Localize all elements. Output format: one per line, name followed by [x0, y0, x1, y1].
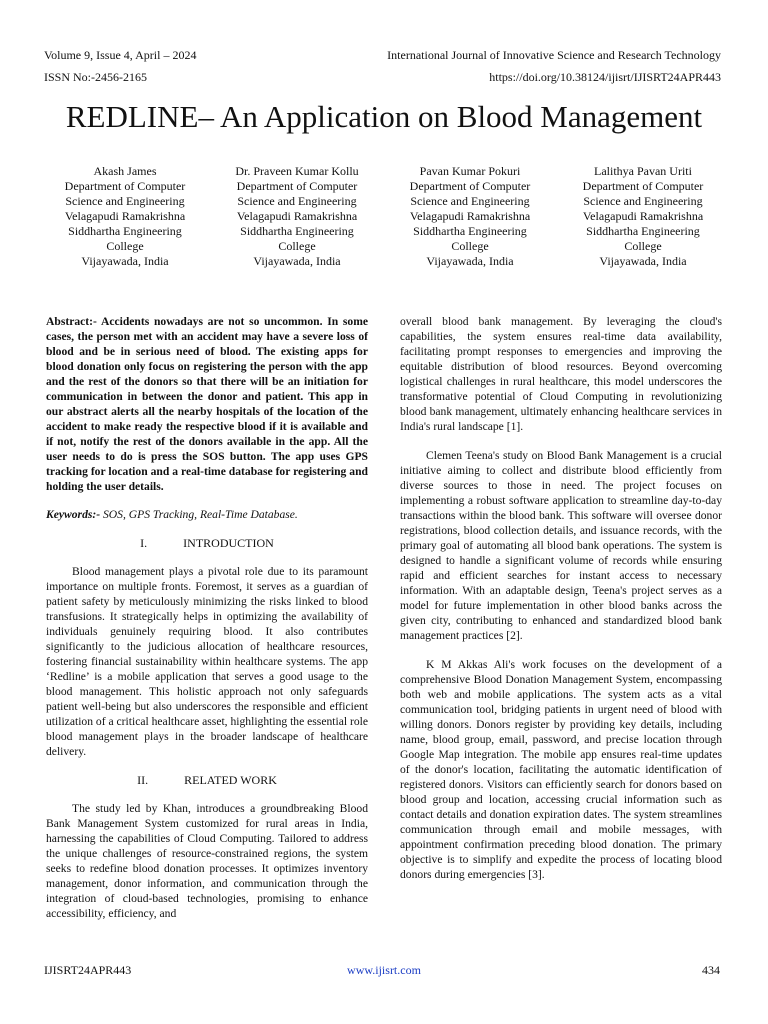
section-title: RELATED WORK — [184, 773, 277, 787]
header-volume: Volume 9, Issue 4, April – 2024 — [44, 48, 197, 62]
author-affiliation-line: Science and Engineering — [410, 194, 530, 208]
author-location: Vijayawada, India — [599, 254, 687, 268]
left-column — [46, 314, 368, 921]
header-issn: ISSN No:-2456-2165 — [44, 70, 148, 84]
author-affiliation-line: Science and Engineering — [65, 194, 185, 208]
section-heading-introduction — [46, 536, 368, 551]
author-affiliation-line: College — [451, 239, 489, 253]
author-affiliation-line: College — [278, 239, 316, 253]
section-number: I. — [140, 536, 148, 550]
section-title: INTRODUCTION — [183, 536, 274, 550]
author-block — [35, 164, 215, 269]
paper-title: REDLINE– An Application on Blood Management — [65, 99, 703, 134]
header-doi: https://doi.org/10.38124/ijisrt/IJISRT24APR443 — [489, 70, 721, 84]
author-affiliation-line: Velagapudi Ramakrishna — [409, 209, 531, 223]
author-name: Lalithya Pavan Uriti — [594, 164, 692, 178]
intro-paragraph: Blood management plays a pivotal role due to its paramount importance on multiple fronts. Foremost, it serves as a guardian of patient safety by meticulously minimizing the risks linked to blood transfusions. It strategically helps in optimizing the availability of individuals genuinely requiring blood. It also contributes significantly to the judicious allocation of healthcare resources, fostering financial sustainability within healthcare systems. The app ‘Redline’ is a mobile application that serves a good usage to the blood management. This holistic approach not only safeguards patient well-being but also underscores the responsible and efficient utilization of a critical healthcare asset, highlighting the essential role blood management plays in the broader landscape of healthcare delivery. — [46, 565, 368, 758]
section-heading-related-work — [46, 773, 368, 788]
author-affiliation-line: Siddhartha Engineering — [586, 224, 700, 238]
body-paragraph: overall blood bank management. By leveraging the cloud's capabilities, the system ensures real-time data availability, facilitating prompt responses to emergencies and improving the equitable distribution of blood resources. Beyond overcoming logistical challenges in rural healthcare, this model underscores the transformative potential of Cloud Computing in revolutionizing blood bank management, ultimately enhancing healthcare services in India's rural landscape [1]. — [400, 315, 722, 433]
footer-page-number: 434 — [702, 963, 720, 977]
author-name: Pavan Kumar Pokuri — [419, 164, 521, 178]
body-paragraph: K M Akkas Ali's work focuses on the development of a comprehensive Blood Donation Management System, encompassing both web and mobile applications. The system acts as a vital communication tool, bridging patients in urgent need of blood with willing donors. Donors register by providing key details, including name, blood group, email, password, and precise location through Google Map integration. The mobile app ensures real-time updates of the donor's location, facilitating the automatic identification of registered donors. Visitors can efficiently search for donors based on blood group and location, accessing crucial information such as contact details and donation expiration dates. The system streamlines communication through email and mobile messages, with appointment confirmation preceding blood donation. The primary objective is to simplify and expedite the process of locating blood donors during emergencies [3]. — [400, 658, 722, 881]
author-location: Vijayawada, India — [81, 254, 169, 268]
author-block — [553, 164, 733, 269]
author-location: Vijayawada, India — [253, 254, 341, 268]
author-affiliation-line: Siddhartha Engineering — [240, 224, 354, 238]
keywords-label: Keywords:- — [46, 508, 101, 521]
right-column — [400, 314, 722, 882]
footer-website-link[interactable]: www.ijisrt.com — [347, 963, 421, 977]
author-affiliation-line: Department of Computer — [236, 179, 358, 193]
author-block — [380, 164, 560, 269]
author-affiliation-line: Science and Engineering — [237, 194, 357, 208]
author-affiliation-line: Department of Computer — [409, 179, 531, 193]
footer-paper-id: IJISRT24APR443 — [44, 963, 132, 977]
author-affiliation-line: Department of Computer — [64, 179, 186, 193]
keywords-text: SOS, GPS Tracking, Real-Time Database. — [100, 508, 298, 521]
author-affiliation-line: Velagapudi Ramakrishna — [236, 209, 358, 223]
author-affiliation-line: Science and Engineering — [583, 194, 703, 208]
author-affiliation-line: College — [106, 239, 144, 253]
author-location: Vijayawada, India — [426, 254, 514, 268]
section-number: II. — [137, 773, 149, 787]
author-affiliation-line: Siddhartha Engineering — [68, 224, 182, 238]
author-affiliation-line: College — [624, 239, 662, 253]
author-affiliation-line: Department of Computer — [582, 179, 704, 193]
abstract: Abstract:- Accidents nowadays are not so uncommon. In some cases, the person met with an accident may have a severe loss of blood and be in serious need of blood. The existing apps for blood donation only focus on registering the person with the app and the rest of the donors so that there will be an initiation for communication in between the donor and patient. This app in our abstract alerts all the nearby hospitals of the location of the accident to make ready the respective blood if it is available and if not, notify the rest of the donors available in the app. All the user needs to do is press the SOS button. The app uses GPS tracking for location and a real-time database for registering and holding the user details. — [46, 315, 368, 493]
keywords — [46, 507, 368, 522]
author-affiliation-line: Velagapudi Ramakrishna — [64, 209, 186, 223]
author-affiliation-line: Velagapudi Ramakrishna — [582, 209, 704, 223]
header-journal: International Journal of Innovative Science and Research Technology — [387, 48, 721, 62]
author-affiliation-line: Siddhartha Engineering — [413, 224, 527, 238]
author-block — [207, 164, 387, 269]
body-paragraph: Clemen Teena's study on Blood Bank Management is a crucial initiative aiming to collect and distribute blood efficiently from diverse sources to those in need. The project focuses on implementing a robust software application to streamline day-to-day transactions within the blood bank. This software will oversee donor registrations, blood collection details, and issuance records, with the primary goal of automating all blood bank operations. The system is designed to handle a significant volume of records while ensuring rapid and efficient searches for instant access to necessary information. With an adaptable design, Teena's project serves as a model for future implementation in other blood banks across the given city, contributing to enhanced and standardized blood bank management practices [2]. — [400, 449, 722, 642]
author-name: Akash James — [93, 164, 157, 178]
author-name: Dr. Praveen Kumar Kollu — [235, 164, 359, 178]
related-work-paragraph: The study led by Khan, introduces a groundbreaking Blood Bank Management System customized for rural areas in India, harnessing the capabilities of Cloud Computing. Tailored to address the unique challenges of resource-constrained regions, the system seeks to redefine blood donation processes. It optimizes inventory management, donor information, and communication through the integration of cloud-based technologies, promising to enhance accessibility, efficiency, and — [46, 802, 368, 920]
